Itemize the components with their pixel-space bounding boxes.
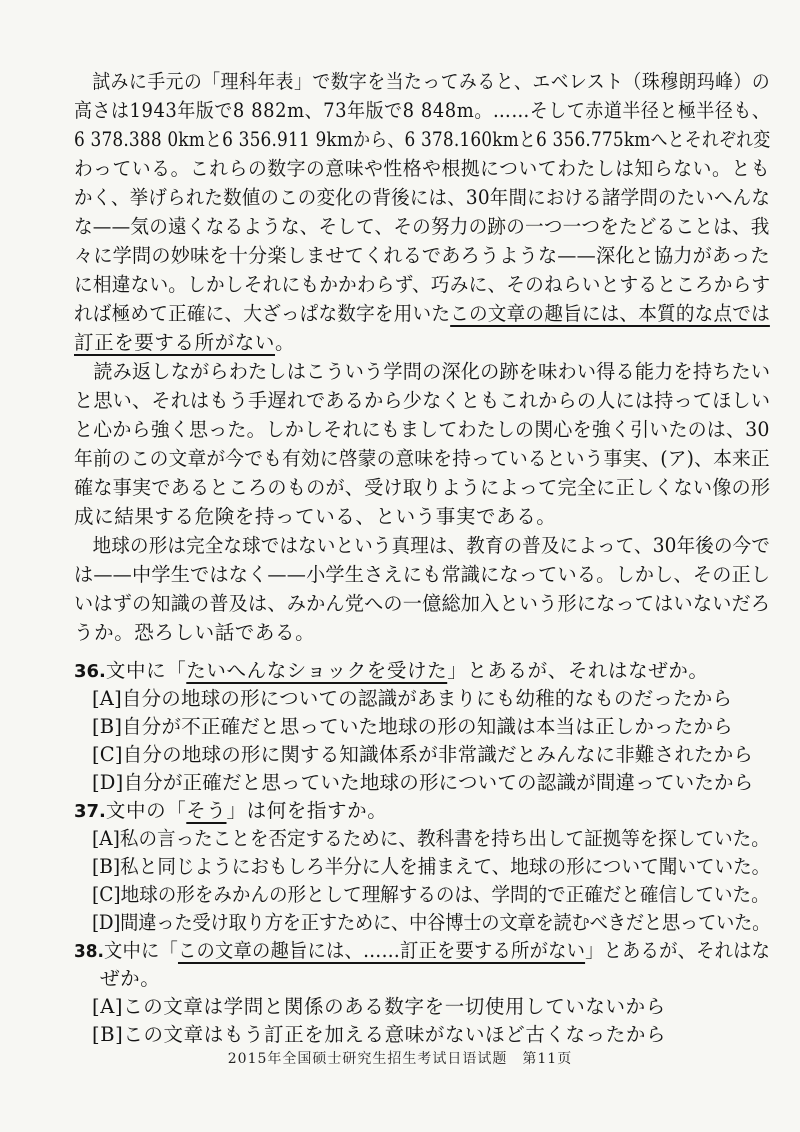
passage-line: 高さは1943年版で8 882m、73年版で8 848m。……そして赤道半径と極半径も、 — [74, 99, 771, 122]
answer-option-a[interactable]: [A]自分の地球の形についての認識があまりにも幼稚的なものだったから — [92, 687, 733, 710]
page-footer: 2015年全国硕士研究生招生考试日语试题 第11页 — [227, 1051, 573, 1067]
answer-option-a[interactable]: [A]この文章は学問と関係のある数字を一切使用していないから — [92, 995, 666, 1018]
question-quote: この文章の趣旨には、……訂正を要する所がない — [177, 939, 586, 962]
passage-line: 読み返しながらわたしはこういう学問の深化の跡を味わい得る能力を持ちたい — [74, 360, 771, 383]
answer-option-c[interactable]: [C]自分の地球の形に関する知識体系が非常識だとみんなに非難されたから — [92, 743, 754, 766]
passage-line: 地球の形は完全な球ではないという真理は、教育の普及によって、30年後の今で — [74, 534, 771, 557]
question-stem-continued: ぜか。 — [100, 967, 161, 990]
question-stem — [74, 796, 387, 826]
underlined-phrase: 訂正を要する所がない — [74, 331, 276, 354]
passage-line: いはずの知識の普及は、みかん党への一億総加入という形になってはいないだろ — [74, 592, 771, 615]
passage-line: 試みに手元の「理科年表」で数字を当たってみると、エベレスト（珠穆朗玛峰）の — [74, 70, 771, 93]
question-stem — [74, 936, 770, 966]
question-text: 文中の「 — [105, 799, 187, 822]
question-number: 38. — [74, 941, 104, 962]
answer-option-c[interactable]: [C]地球の形をみかんの形として理解するのは、学問的で正確だと確信していた。 — [92, 883, 770, 906]
question-stem — [74, 656, 709, 686]
passage-line — [74, 328, 295, 358]
passage-line: 々に学問の妙味を十分楽しませてくれるであろうような——深化と協力があった — [74, 244, 770, 267]
question-text: 文中に「 — [105, 659, 187, 682]
passage-line — [74, 299, 770, 329]
question-quote: たいへんなショックを受けた — [186, 659, 448, 682]
passage-line: 6 378.388 0kmと6 356.911 9kmから、6 378.160kmと6 356.775kmへとそれぞれ変 — [74, 128, 771, 151]
passage-line: な——気の遠くなるような、そして、その努力の跡の一つ一つをたどることは、我 — [74, 215, 770, 238]
answer-option-d[interactable]: [D]間違った受け取り方を正すために、中谷博士の文章を読むべきだと思っていた。 — [92, 911, 771, 934]
question-number: 37. — [74, 801, 106, 822]
passage-line: は——中学生ではなく——小学生さえにも常識になっている。しかし、その正し — [74, 563, 771, 586]
question-quote: そう — [186, 799, 227, 822]
passage-line: わっている。これらの数字の意味や性格や根拠についてわたしは知らない。とも — [74, 157, 771, 180]
answer-option-a[interactable]: [A]私の言ったことを否定するために、教科書を持ち出して証拠等を探していた。 — [92, 827, 770, 850]
answer-option-b[interactable]: [B]自分が不正確だと思っていた地球の形の知識は本当は正しかったから — [92, 715, 733, 738]
passage-line: 確な事実であるところのものが、受け取りようによって完全に正しくない像の形 — [74, 476, 771, 499]
underlined-phrase: この文章の趣旨には、本質的な点では — [450, 302, 770, 325]
question-text: 」とあるが、それはな — [585, 939, 771, 962]
answer-option-d[interactable]: [D]自分が正確だと思っていた地球の形についての認識が間違っていたから — [92, 771, 754, 794]
passage-line: に相違ない。しかしそれにもかかわらず、巧みに、そのねらいとするところからす — [74, 273, 771, 296]
passage-text: れば極めて正確に、大ざっぱな数字を用いた — [74, 302, 451, 325]
question-number: 36. — [74, 661, 106, 682]
answer-option-b[interactable]: [B]私と同じようにおもしろ半分に人を捕まえて、地球の形について聞いていた。 — [92, 855, 771, 878]
passage-line: かく、挙げられた数値のこの変化の背後には、30年間における諸学問のたいへんな — [74, 186, 771, 209]
question-text: 」は何を指すか。 — [226, 799, 388, 822]
question-text: 文中に「 — [103, 939, 178, 962]
passage-line: 成に結果する危険を持っている、という事実である。 — [74, 505, 557, 528]
passage-text: 。 — [275, 331, 296, 354]
passage-line: と心から強く思った。しかしそれにもましてわたしの関心を強く引いたのは、30 — [74, 418, 770, 441]
passage-line: うか。恐ろしい話である。 — [74, 621, 316, 644]
passage-line: と思い、それはもう手遅れであるから少なくともこれからの人には持ってほしい — [74, 389, 771, 412]
answer-option-b[interactable]: [B]この文章はもう訂正を加える意味がないほど古くなったから — [92, 1023, 667, 1046]
question-text: 」とあるが、それはなぜか。 — [447, 659, 709, 682]
passage-line: 年前のこの文章が今でも有効に啓蒙の意味を持っているという事実、(ア)、本来正 — [74, 447, 770, 470]
